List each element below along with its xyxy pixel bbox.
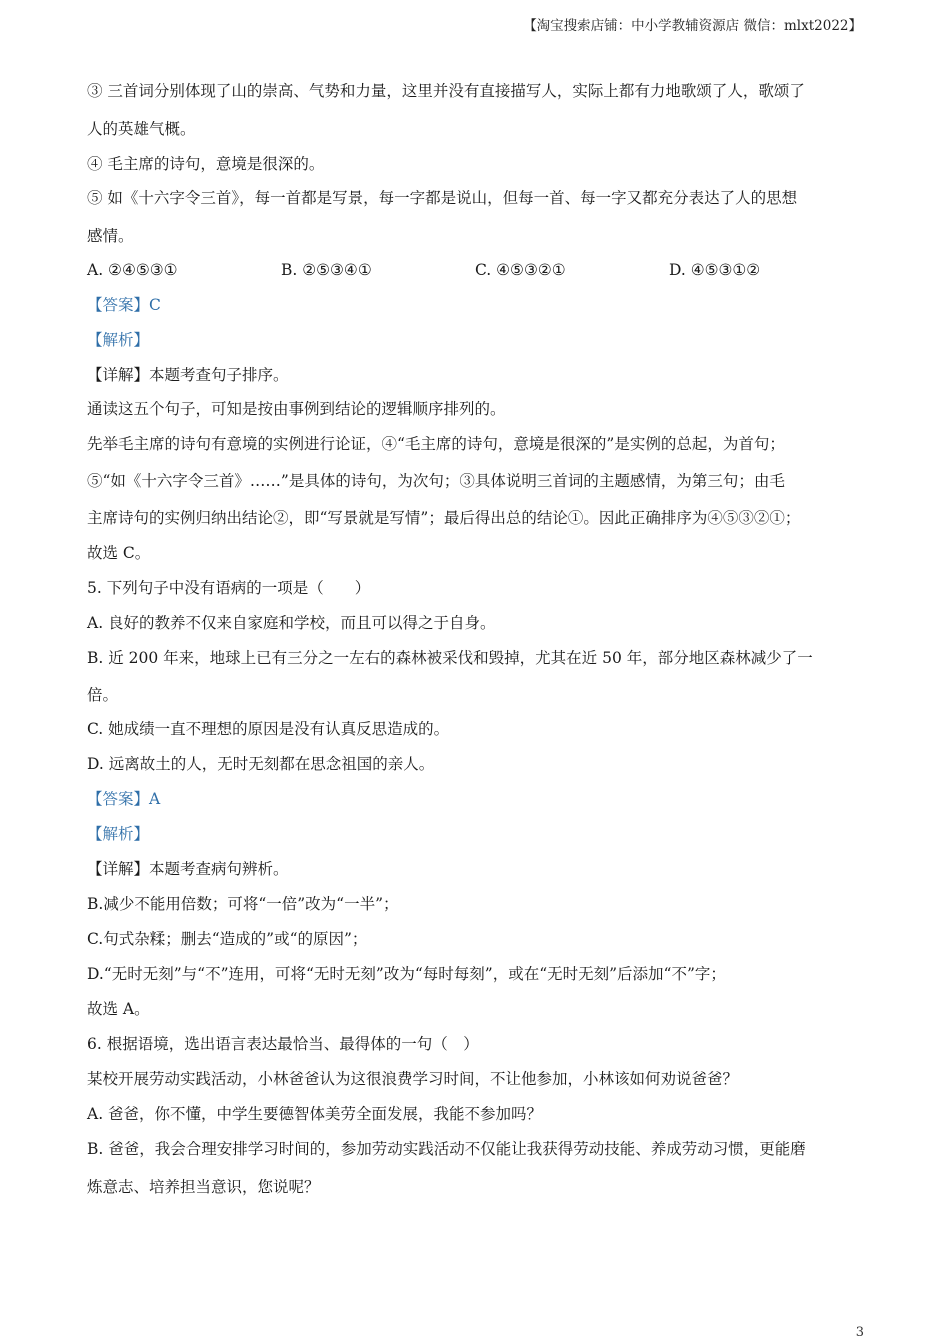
- text-line: D.“无时无刻”与“不”连用，可将“无时无刻”改为“每时每刻”，或在“无时无刻”后添加“不”字；: [87, 965, 726, 983]
- q4-option-c: C. ④⑤③②①: [475, 261, 566, 279]
- q5-option-d: D. 远离故土的人，无时无刻都在思念祖国的亲人。: [87, 755, 435, 773]
- q5-option-a: A. 良好的教养不仅来自家庭和学校，而且可以得之于自身。: [87, 614, 496, 632]
- text-line: ⑤“如《十六字令三首》……”是具体的诗句，为次句；③具体说明三首词的主题感情，为第三句；由毛: [87, 472, 785, 490]
- q6-option-a: A. 爸爸，你不懂，中学生要德智体美劳全面发展，我能不参加吗？: [87, 1105, 543, 1123]
- text-line: ③ 三首词分别体现了山的崇高、气势和力量，这里并没有直接描写人，实际上都有力地歌颂了人，歌颂了: [87, 82, 805, 100]
- text-line: ④ 毛主席的诗句，意境是很深的。: [87, 155, 325, 173]
- q5-detail: 【详解】本题考查病句辨析。: [87, 860, 289, 878]
- text-line: 故选 C。: [87, 544, 151, 562]
- q4-answer: 【答案】C: [87, 296, 161, 314]
- question-6: 6. 根据语境，选出语言表达最恰当、最得体的一句（ ）: [87, 1035, 479, 1053]
- q4-analysis-label: 【解析】: [87, 331, 150, 349]
- text-line: 通读这五个句子，可知是按由事例到结论的逻辑顺序排列的。: [87, 400, 506, 418]
- text-line: 故选 A。: [87, 1000, 150, 1018]
- q4-option-d: D. ④⑤③①②: [669, 261, 761, 279]
- page-header: 【淘宝搜索店铺：中小学教辅资源店 微信：mlxt2022】: [523, 18, 862, 34]
- text-line: 主席诗句的实例归纳出结论②，即“写景就是写情”；最后得出总的结论①。因此正确排序为④⑤③②①；: [87, 509, 801, 527]
- q5-answer: 【答案】A: [87, 790, 161, 808]
- q4-detail: 【详解】本题考查句子排序。: [87, 366, 289, 384]
- text-line: 感情。: [87, 227, 134, 245]
- text-line: 人的英雄气概。: [87, 120, 196, 138]
- text-line: ⑤ 如《十六字令三首》，每一首都是写景，每一字都是说山，但每一首、每一字又都充分表达了人的思想: [87, 189, 798, 207]
- q6-context: 某校开展劳动实践活动，小林爸爸认为这很浪费学习时间，不让他参加，小林该如何劝说爸爸？: [87, 1070, 739, 1088]
- text-line: C.句式杂糅；删去“造成的”或“的原因”；: [87, 930, 368, 948]
- q6-option-b: B. 爸爸，我会合理安排学习时间的，参加劳动实践活动不仅能让我获得劳动技能、养成劳动习惯，更能磨: [87, 1140, 806, 1158]
- q4-option-b: B. ②⑤③④①: [281, 261, 372, 279]
- q4-option-a: A. ②④⑤③①: [87, 261, 178, 279]
- q5-option-c: C. 她成绩一直不理想的原因是没有认真反思造成的。: [87, 720, 450, 738]
- page-number: 3: [855, 1325, 864, 1340]
- text-line: 先举毛主席的诗句有意境的实例进行论证，④“毛主席的诗句，意境是很深的”是实例的总起，为首句；: [87, 435, 785, 453]
- q5-analysis-label: 【解析】: [87, 825, 150, 843]
- text-line: B.减少不能用倍数；可将“一倍”改为“一半”；: [87, 895, 399, 913]
- q5-option-b-cont: 倍。: [87, 686, 119, 704]
- q6-option-b-cont: 炼意志、培养担当意识，您说呢？: [87, 1178, 320, 1196]
- question-5: 5. 下列句子中没有语病的一项是（ ）: [87, 579, 371, 597]
- q5-option-b: B. 近 200 年来，地球上已有三分之一左右的森林被采伐和毁掉，尤其在近 50 年，部分地区森林减少了一: [87, 649, 813, 667]
